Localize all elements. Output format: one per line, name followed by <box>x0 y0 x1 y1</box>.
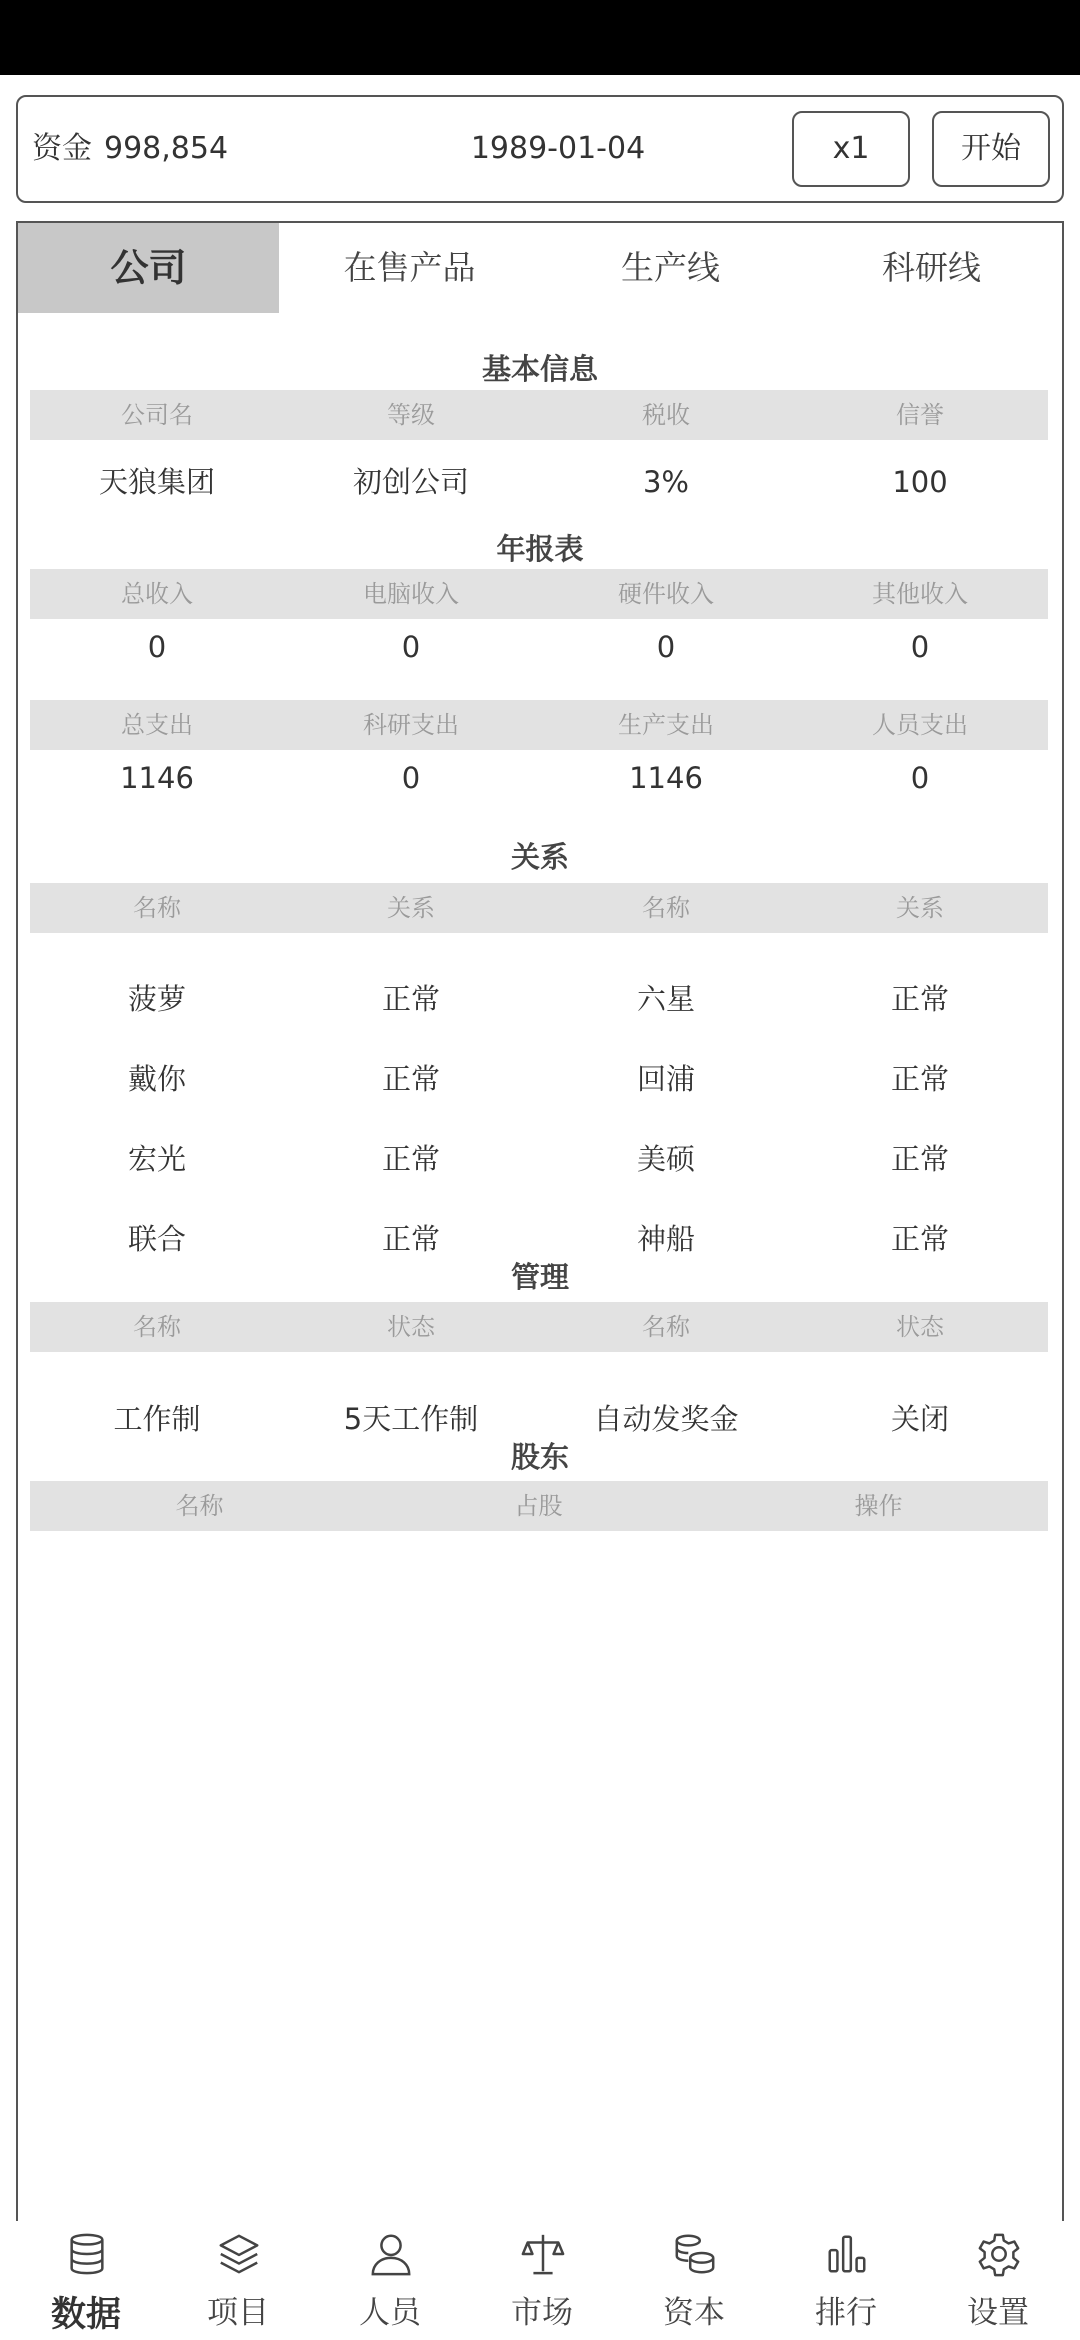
work-system-value[interactable]: 5天工作制 <box>343 1402 479 1436</box>
company-reputation: 100 <box>892 465 948 499</box>
header-cell: 占股 <box>514 1492 563 1520</box>
total-income: 0 <box>147 630 167 664</box>
status-bar <box>0 0 1080 75</box>
nav-capital[interactable] <box>618 2221 770 2340</box>
nav-label: 市场 <box>511 2295 573 2331</box>
nav-label: 设置 <box>967 2295 1029 2331</box>
relation-status: 正常 <box>381 1142 440 1176</box>
nav-label: 人员 <box>359 2295 421 2331</box>
coins-icon <box>672 2231 718 2277</box>
other-income: 0 <box>910 630 930 664</box>
hardware-income: 0 <box>656 630 676 664</box>
expense-row <box>30 748 1048 808</box>
computer-income: 0 <box>401 630 421 664</box>
company-panel <box>16 221 1064 2221</box>
bottom-navigation <box>0 2221 1080 2340</box>
nav-market[interactable] <box>466 2221 618 2340</box>
header-cell: 科研支出 <box>363 711 459 739</box>
bar-chart-icon <box>824 2231 870 2277</box>
header-cell: 其他收入 <box>872 580 968 608</box>
header-cell: 电脑收入 <box>363 580 459 608</box>
speed-button[interactable]: x1 <box>792 111 910 187</box>
header-cell: 名称 <box>133 894 181 922</box>
relation-status: 正常 <box>890 982 949 1016</box>
staff-expense: 0 <box>910 761 930 795</box>
relation-status: 正常 <box>890 1142 949 1176</box>
header-cell: 人员支出 <box>872 711 968 739</box>
expense-header <box>30 700 1048 750</box>
header-cell: 总收入 <box>121 580 193 608</box>
relation-company: 宏光 <box>127 1142 186 1176</box>
relations-title: 关系 <box>510 840 569 874</box>
relation-row <box>30 969 1048 1029</box>
tab-bar <box>18 223 1062 313</box>
relation-row <box>30 1129 1048 1189</box>
nav-label: 数据 <box>50 2295 121 2335</box>
relation-status: 正常 <box>381 1222 440 1256</box>
game-date: 1989-01-04 <box>470 131 646 166</box>
relation-company: 回浦 <box>636 1062 695 1096</box>
relation-status: 正常 <box>381 982 440 1016</box>
management-title: 管理 <box>510 1260 569 1294</box>
nav-ranking[interactable] <box>770 2221 922 2340</box>
nav-data[interactable] <box>10 2221 162 2340</box>
header-cell: 名称 <box>642 894 690 922</box>
relation-company: 戴你 <box>127 1062 186 1096</box>
company-tax: 3% <box>642 465 689 499</box>
relation-company: 菠萝 <box>127 982 186 1016</box>
relation-company: 神船 <box>636 1222 695 1256</box>
nav-label: 资本 <box>663 2295 725 2331</box>
header-cell: 名称 <box>133 1313 181 1341</box>
header-cell: 信誉 <box>896 401 944 429</box>
header-cell: 硬件收入 <box>618 580 714 608</box>
header-cell: 状态 <box>387 1313 435 1341</box>
nav-label: 排行 <box>815 2295 877 2331</box>
header-cell: 总支出 <box>121 711 193 739</box>
funds-label: 资金 <box>32 131 92 166</box>
tab-company[interactable]: 公司 <box>18 223 279 313</box>
relation-status: 正常 <box>381 1062 440 1096</box>
income-row <box>30 617 1048 677</box>
relation-status: 正常 <box>890 1062 949 1096</box>
header-cell: 名称 <box>175 1492 224 1520</box>
shareholders-title: 股东 <box>510 1440 569 1474</box>
layers-icon <box>216 2231 262 2277</box>
income-header <box>30 569 1048 619</box>
header-cell: 操作 <box>854 1492 903 1520</box>
shareholders-header <box>30 1481 1048 1531</box>
research-expense: 0 <box>401 761 421 795</box>
person-icon <box>368 2231 414 2277</box>
company-level: 初创公司 <box>352 465 469 499</box>
relation-row <box>30 1049 1048 1109</box>
header-cell: 名称 <box>642 1313 690 1341</box>
header-cell: 生产支出 <box>618 711 714 739</box>
nav-staff[interactable] <box>314 2221 466 2340</box>
top-bar <box>16 95 1064 203</box>
header-cell: 等级 <box>387 401 435 429</box>
header-cell: 状态 <box>896 1313 944 1341</box>
relations-header <box>30 883 1048 933</box>
relation-company: 六星 <box>636 982 695 1016</box>
nav-label: 项目 <box>207 2295 269 2331</box>
relation-status: 正常 <box>890 1222 949 1256</box>
tab-products-on-sale[interactable]: 在售产品 <box>343 248 476 287</box>
funds-value: 998,854 <box>104 131 229 166</box>
gear-icon <box>976 2231 1022 2277</box>
management-header <box>30 1302 1048 1352</box>
header-cell: 税收 <box>642 401 690 429</box>
nav-settings[interactable] <box>922 2221 1074 2340</box>
company-name: 天狼集团 <box>98 465 215 499</box>
header-cell: 公司名 <box>121 401 193 429</box>
auto-bonus-label: 自动发奖金 <box>593 1402 739 1436</box>
basic-info-row <box>30 452 1048 512</box>
relation-company: 联合 <box>127 1222 186 1256</box>
nav-projects[interactable] <box>162 2221 314 2340</box>
production-expense: 1146 <box>629 761 703 795</box>
tab-production-lines[interactable]: 生产线 <box>621 248 720 287</box>
annual-report-title: 年报表 <box>496 532 584 566</box>
work-system-label: 工作制 <box>113 1402 201 1436</box>
start-button[interactable]: 开始 <box>932 111 1050 187</box>
database-icon <box>64 2231 110 2277</box>
tab-research-lines[interactable]: 科研线 <box>882 248 981 287</box>
relation-company: 美硕 <box>636 1142 695 1176</box>
header-cell: 关系 <box>896 894 944 922</box>
basic-info-title: 基本信息 <box>481 352 598 386</box>
auto-bonus-value[interactable]: 关闭 <box>890 1402 949 1436</box>
total-expense: 1146 <box>120 761 194 795</box>
basic-info-header <box>30 390 1048 440</box>
funds-display <box>32 97 228 201</box>
scale-icon <box>520 2231 566 2277</box>
header-cell: 关系 <box>387 894 435 922</box>
